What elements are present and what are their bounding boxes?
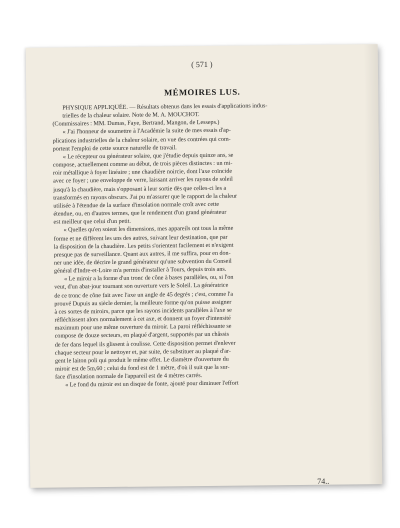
text-line: « Le miroir a la forme d'un tronc de cône à bases parallèles, ou, si l'on (64, 274, 234, 283)
text-line: est meilleur que celui d'un petit. (53, 218, 131, 226)
text-line: forme et ne diffèrent les uns des autres, suivant leur destination, que par (53, 234, 228, 243)
signature-mark: 74.. (317, 476, 330, 486)
text-line: « Quelles qu'en soient les dimensions, mes appareils ont tous la même (63, 226, 234, 234)
text-line: utilisée à l'étendue de la surface d'insolation normale croît avec cette (53, 201, 220, 210)
text-line: la disposition de la chaudière. Les petits s'orientent facilement et n'exigent (53, 242, 234, 251)
text-line: chaque secteur pour le nettoyer et, par suite, de substituer au plaqué d'ar- (54, 348, 231, 357)
text-line: « Le récepteur ou générateur solaire, que j'étudie depuis quinze ans, se (62, 152, 234, 161)
text-line: de fer dans lequel ils glissent à coulisse. Cette disposition permet d'enlever (54, 340, 236, 349)
text-line: roir métallique à foyer linéaire ; une chaudière noircie, dont l'axe coïncide (52, 168, 233, 177)
text-line: compose, actuellement comme au début, de trois pièces distinctes : un mi- (52, 160, 233, 169)
text-line: ner une idée, de décrire le grand générateur qu'une subvention du Conseil (53, 258, 232, 267)
text-line: veut, d'un abat-jour tournant son ouverture vers le Soleil. La génératrice (54, 283, 229, 292)
text-line: prouvé Dupuis au siècle dernier, la meilleure forme qu'on puisse assigner (54, 299, 232, 308)
text-line: compose de douze secteurs, en plaqué d'argent, supportés par un châssis (54, 332, 230, 340)
text-line: gent le laiton poli qui produit le même effet. Le diamètre d'ouverture du (54, 356, 229, 365)
text-line: portent l'emploi de cette source naturelle de travail. (52, 145, 177, 153)
text-line: « Le fond du miroir est un disque de fonte, ajouté pour diminuer l'effort (65, 380, 239, 389)
text-line: réfléchissent alors normalement à cet axe, et donnent un foyer d'intensité (54, 315, 231, 324)
text-line: avec ce foyer ; une enveloppe de verre, laissant arriver les rayons de soleil (53, 177, 233, 185)
commissioners-line: (Commissaires : MM. Dumas, Faye, Bertrand, Mangon, de Lesseps.) (52, 120, 220, 128)
text-line: à ces sortes de miroirs, parce que les rayons incidents parallèles à l'axe se (54, 307, 232, 316)
text-line: général d'Indre-et-Loire m'a permis d'installer à Tours, depuis trois ans. (54, 266, 227, 275)
section-heading: MÉMOIRES LUS. (164, 86, 241, 98)
page-number: ( 571 ) (191, 59, 213, 70)
body-text (52, 101, 353, 390)
text-line: face d'insolation normale de l'appareil est de 4 mètres carrés. (55, 373, 203, 381)
text-line: étendue, ou, en d'autres termes, que le rendement d'un grand générateur (53, 209, 227, 218)
article-title-line: trielles de la chaleur solaire. Note de M. A. MOUCHOT. (62, 112, 200, 120)
text-line: maximum pour une même ouverture du miroir. La paroi réfléchissante se (54, 323, 232, 332)
text-line: transformés en rayons obscurs. J'ai pu m'assurer que le rapport de la chaleur (53, 193, 238, 202)
article-title-line: PHYSIQUE APPLIQUÉE. — Résultats obtenus dans les essais d'applications indus- (62, 103, 268, 112)
text-line: de ce tronc de cône fait avec l'axe un angle de 45 degrés ; c'est, comme l'a (54, 291, 234, 300)
text-line: plications industrielles de la chaleur solaire, en vue des contrées qui com- (52, 136, 231, 145)
document-page (26, 44, 383, 488)
text-line: miroir est de 5m,60 ; celui du fond est de 1 mètre, d'où il suit que la sur- (55, 364, 230, 373)
text-line: « J'ai l'honneur de soumettre à l'Académie la suite de mes essais d'ap- (62, 128, 231, 136)
text-line: jusqu'à la chaudière, mais s'opposant à leur sortie dès que celles-ci les a (53, 185, 227, 194)
text-line: presque pas de surveillance. Quant aux autres, il me suffira, pour en don- (53, 250, 231, 259)
